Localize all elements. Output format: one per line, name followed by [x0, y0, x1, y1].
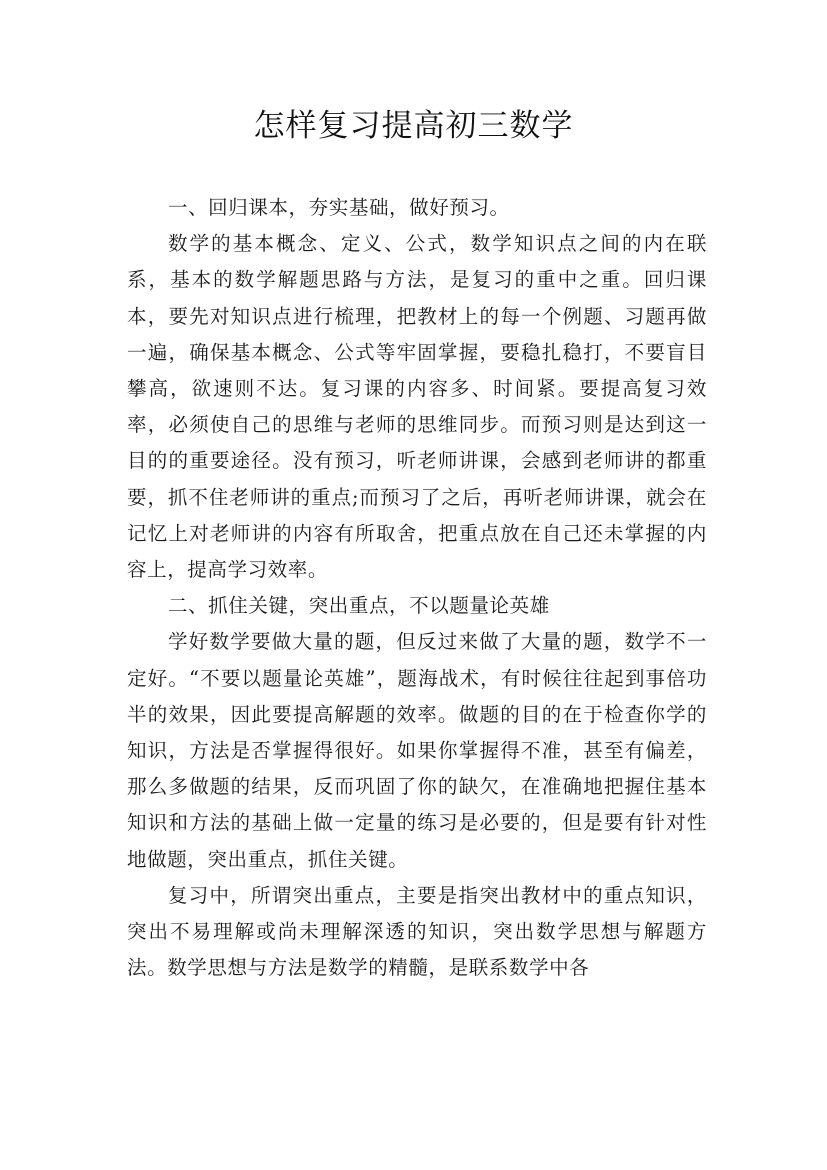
paragraph-3: 复习中，所谓突出重点，主要是指突出教材中的重点知识，突出不易理解或尚未理解深透的知识，突出数学思想与解题方法。数学思想与方法是数学的精髓，是联系数学中各	[127, 883, 707, 980]
paragraph-1: 数学的基本概念、定义、公式，数学知识点之间的内在联系，基本的数学解题思路与方法，是复习的重中之重。回归课本，要先对知识点进行梳理，把教材上的每一个例题、习题再做一遍，确保基本概念、公式等牢固掌握，要稳扎稳打，不要盲目攀高，欲速则不达。复习课的内容多、时间紧。要提高复习效率，必须使自己的思维与老师的思维同步。而预习则是达到这一目的的重要途径。没有预习，听老师讲课，会感到老师讲的都重要，抓不住老师讲的重点;而预习了之后，再听老师讲课，就会在记忆上对老师讲的内容有所取舍，把重点放在自己还未掌握的内容上，提高学习效率。	[127, 232, 707, 582]
section-heading-2: 二、抓住关键，突出重点，不以题量论英雄	[167, 594, 550, 618]
section-heading-1: 一、回归课本，夯实基础，做好预习。	[167, 196, 510, 219]
document-title: 怎样复习提高初三数学	[253, 108, 574, 144]
paragraph-2: 学好数学要做大量的题，但反过来做了大量的题，数学不一定好。“不要以题量论英雄”，题海战术，有时候往往起到事倍功半的效果，因此要提高解题的效率。做题的目的在于检查你学的知识，方法是否掌握得很好。如果你掌握得不准，甚至有偏差，那么多做题的结果，反而巩固了你的缺欠，在准确地把握住基本知识和方法的基础上做一定量的练习是必要的，但是要有针对性地做题，突出重点，抓住关键。	[127, 630, 707, 871]
document-body	[127, 190, 707, 986]
